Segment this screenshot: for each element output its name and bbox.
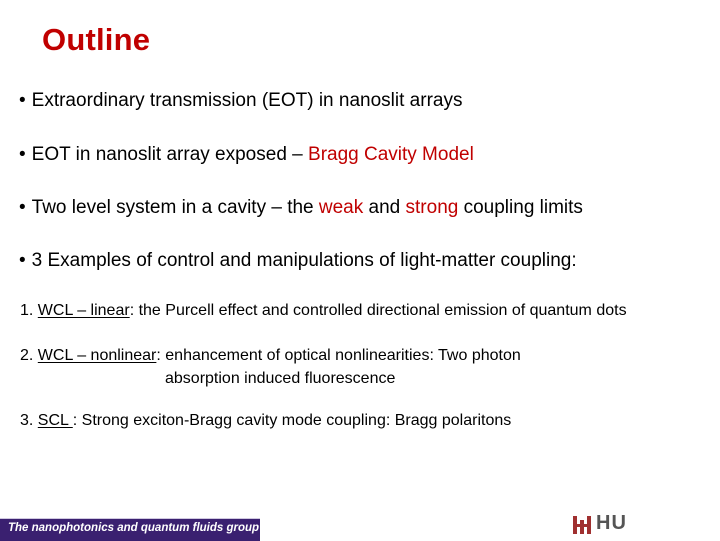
bullet-marker: • [19,144,26,165]
footer-banner [0,518,260,541]
example-link-scl[interactable]: SCL [37,412,73,429]
bullet-two-level [19,197,583,219]
bullet-text: EOT in nanoslit array exposed – [31,144,309,165]
highlight-strong: strong [405,197,459,218]
bullet-marker: • [19,90,26,111]
bullet-text: coupling limits [458,197,583,218]
bullet-text: and [363,197,406,218]
bullet-bragg-model [19,144,474,166]
example-link-wcl-nonlinear[interactable]: WCL – nonlinear [37,347,157,364]
example-1 [20,302,627,320]
example-text: : enhancement of optical nonlinearities: Two photon [156,347,521,364]
example-2 [20,347,521,365]
highlight-weak: weak [318,197,364,218]
example-text: : Strong exciton-Bragg cavity mode coupling: Bragg polaritons [72,412,512,429]
example-2-continuation: absorption induced fluorescence [165,370,396,387]
bullet-marker: • [19,250,26,271]
example-3 [20,412,511,430]
example-text: : the Purcell effect and controlled directional emission of quantum dots [129,302,627,319]
bullet-text: Extraordinary transmission (EOT) in nanoslit arrays [31,90,463,111]
example-number: 3. [20,412,38,429]
bullet-text: 3 Examples of control and manipulations of light-matter coupling: [31,250,577,271]
bullet-eot [19,90,462,112]
page-title: Outline [42,22,151,57]
bullet-examples [19,250,577,272]
university-logo [572,512,716,538]
example-number: 1. [20,302,38,319]
example-number: 2. [20,347,38,364]
bullet-marker: • [19,197,26,218]
hebrew-university-emblem-icon [572,514,592,536]
highlight-bragg-cavity-model: Bragg Cavity Model [308,144,474,165]
logo-text: HU [596,512,627,534]
example-link-wcl-linear[interactable]: WCL – linear [37,302,130,319]
bullet-text: Two level system in a cavity – the [31,197,319,218]
footer-group-name: The nanophotonics and quantum fluids group [8,522,260,534]
